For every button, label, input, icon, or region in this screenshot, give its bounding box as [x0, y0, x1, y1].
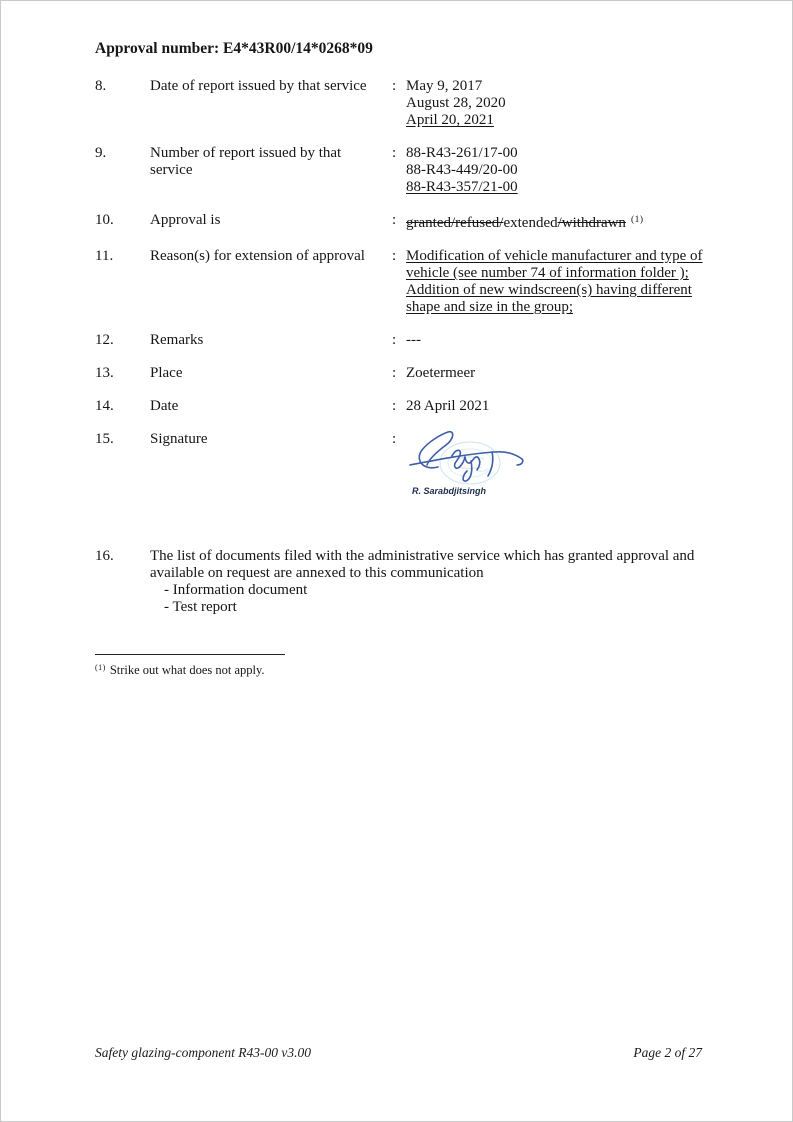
- signature-block: [406, 421, 708, 496]
- item-8-label: Date of report issued by that service: [150, 78, 367, 94]
- document-content: [95, 40, 708, 678]
- document-list-item-2: - Test report: [164, 599, 237, 615]
- item-11-row: [95, 248, 708, 316]
- item-8-number: 8.: [95, 78, 107, 94]
- date-value: 28 April 2021: [406, 398, 490, 414]
- documents-statement: The list of documents filed with the administrative service which has granted approval and available on request are annexed to this communication: [150, 548, 695, 581]
- footer-page-number: Page 2 of 27: [633, 1045, 702, 1060]
- item-12-label: Remarks: [150, 332, 204, 348]
- approval-status-kept: extended: [503, 215, 558, 231]
- item-15-row: [95, 431, 708, 496]
- item-11-value: [406, 248, 708, 316]
- item-9-number: 9.: [95, 145, 107, 161]
- report-number-3: 88-R43-357/21-00: [406, 179, 518, 195]
- item-8-colon: :: [392, 78, 397, 94]
- item-16-body: [150, 548, 708, 616]
- approval-status-struck-1: granted/refused/: [406, 215, 504, 231]
- item-13-number: 13.: [95, 365, 114, 381]
- item-8-row: [95, 78, 708, 129]
- item-10-value: [406, 212, 708, 232]
- item-13-label: Place: [150, 365, 183, 381]
- item-15-label: Signature: [150, 431, 208, 447]
- item-15-number: 15.: [95, 431, 114, 447]
- footnote-divider: [95, 654, 285, 655]
- item-10-label: Approval is: [150, 212, 221, 228]
- document-list-item-1: - Information document: [164, 582, 308, 598]
- item-10-colon: :: [392, 212, 397, 228]
- item-16-number: 16.: [95, 548, 114, 564]
- item-14-row: [95, 398, 708, 415]
- footnote: [95, 660, 708, 678]
- report-date-3: April 20, 2021: [406, 112, 494, 128]
- approval-number-heading: Approval number: E4*43R00/14*0268*09: [95, 40, 373, 57]
- signature-image: [408, 421, 536, 485]
- item-11-number: 11.: [95, 248, 114, 264]
- signatory-name: R. Sarabdjitsingh: [412, 486, 487, 496]
- footer-document-title: Safety glazing-component R43-00 v3.00: [95, 1045, 311, 1060]
- item-9-row: [95, 145, 708, 196]
- remarks-value: ---: [406, 332, 421, 348]
- signature-ink: [410, 432, 523, 481]
- page-footer: [95, 1044, 702, 1061]
- footnote-text: Strike out what does not apply.: [109, 663, 265, 677]
- item-13-row: [95, 365, 708, 382]
- report-date-1: May 9, 2017: [406, 78, 483, 94]
- item-15-colon: :: [392, 431, 397, 447]
- item-8-value: [406, 78, 708, 129]
- report-date-2: August 28, 2020: [406, 95, 506, 111]
- place-value: Zoetermeer: [406, 365, 476, 381]
- item-14-colon: :: [392, 398, 397, 414]
- extension-reason-2: Addition of new windscreen(s) having different shape and size in the group;: [406, 282, 692, 315]
- item-9-colon: :: [392, 145, 397, 161]
- item-11-label: Reason(s) for extension of approval: [150, 248, 365, 264]
- approval-status-struck-2: /withdrawn: [557, 215, 626, 231]
- extension-reason-1: Modification of vehicle manufacturer and type of vehicle (see number 74 of information folder );: [406, 248, 703, 281]
- report-number-2: 88-R43-449/20-00: [406, 162, 518, 178]
- item-10-number: 10.: [95, 212, 114, 228]
- item-13-colon: :: [392, 365, 397, 381]
- item-11-colon: :: [392, 248, 397, 264]
- item-12-number: 12.: [95, 332, 114, 348]
- footnote-reference: (1): [630, 215, 644, 225]
- item-9-value: [406, 145, 708, 196]
- item-12-row: [95, 332, 708, 349]
- item-12-colon: :: [392, 332, 397, 348]
- item-14-number: 14.: [95, 398, 114, 414]
- signature-cell: [406, 431, 708, 496]
- item-9-label: Number of report issued by that service: [150, 145, 342, 178]
- item-16-row: [95, 548, 708, 616]
- footnote-marker: (1): [95, 663, 106, 672]
- report-number-1: 88-R43-261/17-00: [406, 145, 518, 161]
- item-10-row: [95, 212, 708, 232]
- item-14-label: Date: [150, 398, 179, 414]
